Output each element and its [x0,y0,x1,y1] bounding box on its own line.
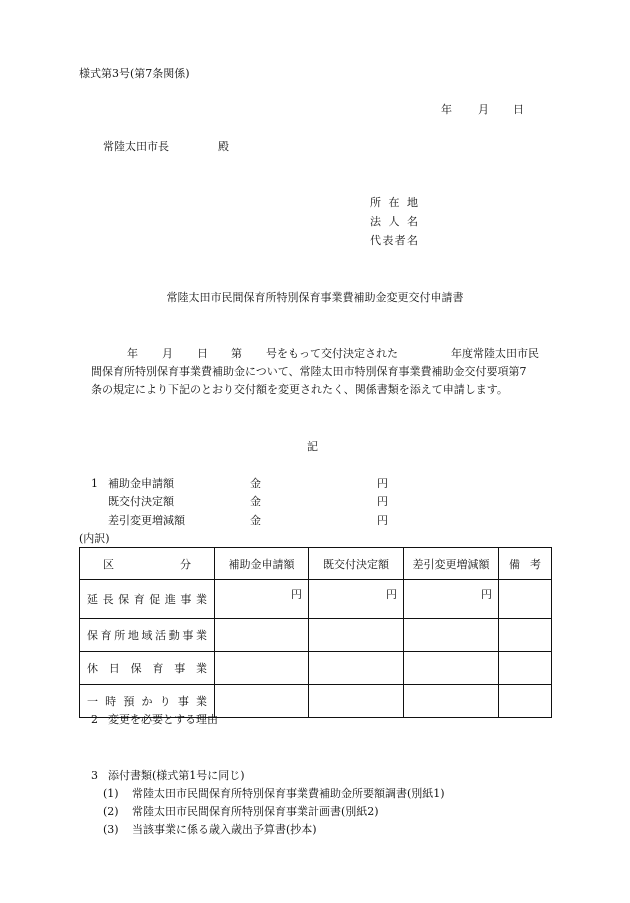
section1-item-yen: 円 [377,477,388,490]
applicant-corp-label: 法人名 [370,215,418,228]
table-header-difference: 差引変更増減額 [404,548,499,580]
applicant-address-label: 所在地 [370,196,418,209]
section1-item-kin: 金 [250,514,261,527]
addressee-name: 常陸太田市長 [103,140,169,153]
table-cell-remarks[interactable] [499,580,552,619]
table-cell-remarks[interactable] [499,652,552,685]
table-cell-difference[interactable] [404,652,499,685]
section2-number: 2 [91,713,98,726]
section1-item-yen: 円 [377,514,388,527]
section1-item-label: 補助金申請額 [108,477,174,490]
table-header-decided: 既交付決定額 [309,548,404,580]
table-cell-difference[interactable]: 円 [404,580,499,619]
date-month: 月 [478,103,489,116]
applicant-rep-label: 代表者名 [370,234,418,247]
section3-text: 添付書類(様式第1号に同じ) [108,769,245,782]
addressee-honorific: 殿 [218,140,229,153]
section1-item-yen: 円 [377,495,388,508]
table-cell-requested[interactable] [215,619,309,652]
section1-item-kin: 金 [250,495,261,508]
table-row [80,652,552,685]
body-day: 日 [197,347,208,360]
breakdown-table [79,547,552,718]
section1-item-label: 既交付決定額 [108,495,174,508]
ki-heading: 記 [307,440,318,453]
table-cell-decided[interactable] [309,685,404,718]
table-cell-requested[interactable] [215,652,309,685]
date-year: 年 [441,103,452,116]
table-cell-remarks[interactable] [499,685,552,718]
body-month: 月 [162,347,173,360]
body-dai: 第 [231,347,242,360]
table-row-category: 保育所地域活動事業 [80,619,215,652]
attachment-number: (2) [103,805,119,818]
attachment-text: 常陸太田市民間保育所特別保育事業費補助金所要額調書(別紙1) [132,787,445,800]
table-row-category: 延長保育促進事業 [80,580,215,619]
body-go: 号をもって交付決定された [266,347,398,360]
body-line-2: 間保育所特別保育事業費補助金について、常陸太田市特別保育事業費補助金交付要項第7 [91,365,527,378]
table-row-category: 休日保育事業 [80,652,215,685]
section1-item-label: 差引変更増減額 [108,514,185,527]
table-cell-decided[interactable]: 円 [309,580,404,619]
table-cell-difference[interactable] [404,619,499,652]
body-line-3: 条の規定により下記のとおり交付額を変更されたく、関係書類を添えて申請します。 [91,383,508,396]
table-row-category: 一時預かり事業 [80,685,215,718]
table-header-requested: 補助金申請額 [215,548,309,580]
table-cell-requested[interactable] [215,685,309,718]
attachment-number: (1) [103,787,119,800]
table-cell-remarks[interactable] [499,619,552,652]
table-row [80,580,552,619]
form-number: 様式第3号(第7条関係) [79,67,190,80]
breakdown-label: (内訳) [79,532,110,545]
body-year: 年 [127,347,138,360]
document-title: 常陸太田市民間保育所特別保育事業費補助金変更交付申請書 [166,291,464,304]
section3-number: 3 [91,769,98,782]
table-cell-decided[interactable] [309,652,404,685]
table-header-row [80,548,552,580]
table-cell-requested[interactable]: 円 [215,580,309,619]
section1-item-kin: 金 [250,477,261,490]
table-cell-decided[interactable] [309,619,404,652]
section2-text: 変更を必要とする理由 [108,713,218,726]
table-header-remarks: 備考 [499,548,552,580]
attachment-text: 常陸太田市民間保育所特別保育事業計画書(別紙2) [132,805,379,818]
attachment-text: 当該事業に係る歳入歳出予算書(抄本) [132,823,317,836]
body-nendo: 年度常陸太田市民 [451,347,539,360]
section1-number: 1 [91,477,98,490]
attachment-number: (3) [103,823,119,836]
table-row [80,619,552,652]
date-day: 日 [513,103,524,116]
table-cell-difference[interactable] [404,685,499,718]
table-header-category: 区分 [80,548,215,580]
